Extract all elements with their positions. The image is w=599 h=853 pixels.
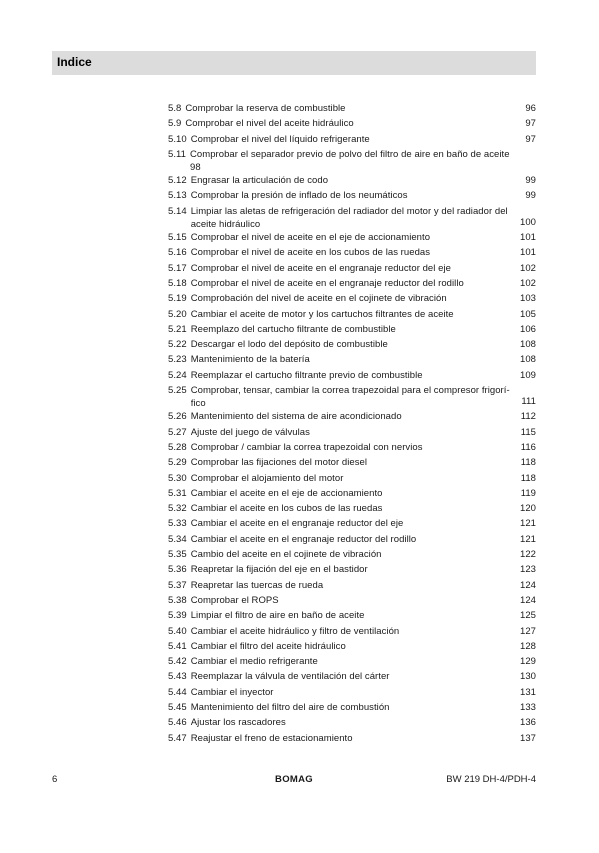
toc-entry-number: 5.16: [168, 247, 187, 259]
toc-entry-page: 101: [519, 232, 536, 244]
toc-entry-page: 118: [520, 472, 536, 484]
toc-entry-title-text: Mantenimiento del sistema de aire acondicionado: [190, 411, 402, 423]
toc-entry-page: 129: [519, 656, 536, 668]
toc-entry-number: 5.42: [168, 656, 187, 668]
toc-entry[interactable]: [168, 731, 536, 746]
toc-entry-number: 5.34: [168, 533, 187, 545]
toc-entry[interactable]: [168, 204, 536, 230]
toc-entry-number: 5.14: [168, 205, 187, 217]
toc-entry-page: 122: [519, 549, 536, 561]
toc-entry[interactable]: [168, 132, 536, 147]
toc-entry-title: [190, 147, 530, 173]
toc-entry-number: 5.10: [168, 133, 187, 145]
toc-entry[interactable]: [168, 608, 536, 623]
toc-entry-title: [191, 337, 514, 352]
toc-entry-title-text: Comprobar el nivel de aceite en el engranaje reductor del rodillo: [190, 277, 464, 289]
toc-entry-title-text: Cambiar el inyector: [190, 686, 274, 698]
toc-entry[interactable]: [168, 245, 536, 260]
toc-entry-number: 5.20: [168, 308, 187, 320]
toc-entry[interactable]: [168, 715, 536, 730]
toc-entry[interactable]: [168, 593, 536, 608]
toc-entry-title-text: Comprobar el nivel de aceite en el engranaje reductor del eje: [190, 262, 451, 274]
toc-entry[interactable]: [168, 486, 536, 501]
toc-entry[interactable]: [168, 471, 536, 486]
toc-entry-page: 123: [519, 564, 536, 576]
toc-entry-title: [191, 608, 514, 623]
toc-entry-number: 5.24: [168, 369, 187, 381]
toc-entry-page: 109: [519, 369, 536, 381]
toc-entry-title-text: Ajustar los rascadores: [190, 717, 286, 729]
toc-entry-title: [191, 731, 514, 746]
toc-entry-number: 5.19: [168, 293, 187, 305]
toc-entry-page: 97: [525, 133, 536, 145]
toc-entry-number: 5.33: [168, 518, 187, 530]
toc-entry[interactable]: [168, 425, 536, 440]
toc-entry-number: 5.26: [168, 411, 187, 423]
toc-entry-number: 5.38: [168, 594, 187, 606]
toc-entry-page: 133: [519, 701, 536, 713]
toc-entry[interactable]: [168, 562, 536, 577]
toc-entry-number: 5.17: [168, 262, 187, 274]
toc-entry-page: 105: [519, 308, 536, 320]
toc-entry-page: 121: [519, 533, 536, 545]
toc-entry-title: [191, 425, 515, 440]
toc-entry-page: 103: [519, 293, 536, 305]
toc-entry-page: 106: [519, 323, 536, 335]
toc-entry-title-text: Comprobar el nivel del líquido refrigerante: [190, 133, 370, 145]
toc-entry-page: 118: [520, 457, 536, 469]
toc-entry-title-text: Descargar el lodo del depósito de combustible: [190, 339, 388, 351]
toc-entry-number: 5.47: [168, 732, 187, 744]
toc-entry-title-text: Reajustar el freno de estacionamiento: [190, 732, 353, 744]
toc-entry[interactable]: [168, 547, 536, 562]
toc-entry-title: [191, 132, 520, 147]
toc-entry-title-text: Cambiar el aceite de motor y los cartuchos filtrantes de aceite: [190, 308, 454, 320]
toc-entry-title-text: Reemplazar el cartucho filtrante previo de combustible: [190, 369, 423, 381]
toc-entry-number: 5.31: [168, 487, 187, 499]
toc-entry-title: [191, 291, 514, 306]
toc-entry-title-text: Comprobar, tensar, cambiar la correa trapezoidal para el compresor frigorí-: [190, 385, 510, 397]
header-bar: [52, 51, 536, 75]
toc-entry-title: [191, 685, 514, 700]
toc-entry[interactable]: [168, 322, 536, 337]
toc-entry-page: 119: [520, 487, 536, 499]
toc-entry-number: 5.8: [168, 103, 182, 114]
toc-entry-page: 102: [519, 277, 536, 289]
toc-entry-title: [191, 204, 514, 230]
toc-entry-title-text: Comprobar el nivel de aceite en el eje de accionamiento: [190, 232, 431, 244]
toc-entry[interactable]: [168, 291, 536, 306]
toc-entry-page: 128: [519, 640, 536, 652]
toc-entry-title: [191, 715, 514, 730]
toc-entry-title: [191, 578, 514, 593]
toc-entry-title: [191, 654, 514, 669]
toc-entry-number: 5.32: [168, 503, 187, 515]
toc-entry-title: [191, 669, 514, 684]
footer-model: BW 219 DH-4/PDH-4: [446, 774, 536, 785]
toc-entry[interactable]: [168, 307, 536, 322]
toc-entry-title-continuation: 98: [190, 162, 201, 174]
toc-entry-title: [191, 639, 514, 654]
toc-entry[interactable]: [168, 188, 536, 203]
toc-entry-title-text: Cambiar el medio refrigerante: [190, 656, 318, 668]
toc-entry-page: 137: [519, 732, 536, 744]
toc-entry[interactable]: [168, 230, 536, 245]
toc-entry-number: 5.45: [168, 701, 187, 713]
toc-entry-title: [191, 471, 515, 486]
toc-entry-number: 5.13: [168, 190, 187, 202]
toc-entry-number: 5.9: [168, 118, 182, 130]
toc-entry-page: 116: [520, 441, 536, 453]
toc-entry[interactable]: [168, 261, 536, 276]
toc-entry[interactable]: [168, 337, 536, 352]
toc-entry-page: 121: [519, 518, 536, 530]
toc-entry[interactable]: [168, 440, 536, 455]
toc-entry-number: 5.37: [168, 579, 187, 591]
toc-entry[interactable]: [168, 276, 536, 291]
toc-entry-number: 5.11: [168, 148, 186, 160]
toc-entry-number: 5.40: [168, 625, 187, 637]
toc-entry-title: [191, 455, 515, 470]
toc-entry-page: 130: [519, 671, 536, 683]
toc-entry-title-text: Comprobar la reserva de combustible: [185, 103, 346, 114]
toc-entry[interactable]: [168, 101, 536, 116]
toc-entry-title: [191, 261, 514, 276]
toc-entry-page: 97: [525, 118, 536, 130]
toc-entry[interactable]: [168, 147, 536, 173]
toc-entry-title: [191, 276, 514, 291]
table-of-contents: [168, 101, 536, 746]
toc-entry-page: 96: [525, 103, 536, 114]
toc-entry-title: [191, 322, 514, 337]
toc-entry-title-text: Comprobar el alojamiento del motor: [190, 472, 344, 484]
toc-entry[interactable]: [168, 368, 536, 383]
toc-entry-title: [191, 593, 514, 608]
toc-entry[interactable]: [168, 352, 536, 367]
toc-entry-title-text: Cambiar el aceite en el engranaje reductor del eje: [190, 518, 404, 530]
toc-entry-title-text: Reapretar la fijación del eje en el bastidor: [190, 564, 368, 576]
page-title: Indice: [57, 55, 92, 69]
toc-entry-title: [191, 368, 514, 383]
toc-entry-title: [185, 116, 519, 131]
footer-brand: BOMAG: [275, 774, 313, 785]
toc-entry-title: [191, 383, 516, 409]
toc-entry-page: 99: [525, 190, 536, 202]
toc-entry-number: 5.36: [168, 564, 187, 576]
toc-entry-title: [191, 352, 514, 367]
toc-entry-page: 102: [519, 262, 536, 274]
toc-entry-number: 5.43: [168, 671, 187, 683]
toc-entry[interactable]: [168, 501, 536, 516]
toc-entry-title-text: Reapretar las tuercas de rueda: [190, 579, 324, 591]
toc-entry-title-text: Comprobación del nivel de aceite en el cojinete de vibración: [190, 293, 447, 305]
toc-entry-page: 125: [519, 610, 536, 622]
toc-entry-title-text: Reemplazo del cartucho filtrante de combustible: [190, 323, 396, 335]
toc-entry-title-text: Limpiar el filtro de aire en baño de aceite: [190, 610, 365, 622]
toc-entry-number: 5.35: [168, 549, 187, 561]
toc-entry-title-text: Reemplazar la válvula de ventilación del cárter: [190, 671, 390, 683]
toc-entry-title-text: Engrasar la articulación de codo: [190, 175, 329, 187]
toc-entry[interactable]: [168, 173, 536, 188]
toc-entry-page: 108: [519, 354, 536, 366]
toc-entry-page: 99: [525, 175, 536, 187]
toc-entry-page: 115: [520, 426, 536, 438]
toc-entry-title: [191, 501, 514, 516]
toc-entry-title: [191, 547, 514, 562]
toc-entry-page: 131: [519, 686, 536, 698]
toc-entry-title-text: Cambio del aceite en el cojinete de vibración: [190, 549, 382, 561]
toc-entry-number: 5.39: [168, 610, 187, 622]
toc-entry-page: 108: [519, 339, 536, 351]
toc-entry-page: 124: [519, 594, 536, 606]
toc-entry[interactable]: [168, 685, 536, 700]
toc-entry-title-text: Cambiar el aceite en los cubos de las ruedas: [190, 503, 383, 515]
toc-entry-number: 5.28: [168, 441, 187, 453]
toc-entry[interactable]: [168, 532, 536, 547]
toc-entry-title: [191, 700, 514, 715]
toc-entry-title-text: Mantenimiento de la batería: [190, 354, 310, 366]
toc-entry-page: 112: [520, 411, 536, 423]
toc-entry-number: 5.21: [168, 323, 187, 335]
toc-entry-title-text: Comprobar el separador previo de polvo del filtro de aire en baño de aceite: [190, 148, 510, 160]
toc-entry-number: 5.25: [168, 385, 187, 397]
toc-entry-title-text: Comprobar / cambiar la correa trapezoidal con nervios: [190, 441, 423, 453]
toc-entry-title-text: Cambiar el filtro del aceite hidráulico: [190, 640, 346, 652]
toc-entry-title-text: Comprobar el nivel de aceite en los cubos de las ruedas: [190, 247, 431, 259]
toc-entry-number: 5.44: [168, 686, 187, 698]
toc-entry-number: 5.46: [168, 717, 187, 729]
toc-entry-title: [191, 245, 514, 260]
toc-entry-number: 5.41: [168, 640, 187, 652]
toc-entry[interactable]: [168, 516, 536, 531]
toc-entry-title: [191, 307, 514, 322]
toc-entry[interactable]: [168, 654, 536, 669]
toc-entry-page: 127: [519, 625, 536, 637]
toc-entry[interactable]: [168, 383, 536, 409]
toc-entry-page: 120: [519, 503, 536, 515]
toc-entry-title-text: Cambiar el aceite en el eje de accionamiento: [190, 487, 383, 499]
toc-entry[interactable]: [168, 624, 536, 639]
toc-entry-title-text: Cambiar el aceite hidráulico y filtro de ventilación: [190, 625, 400, 637]
toc-entry-number: 5.22: [168, 339, 187, 351]
toc-entry-title: [191, 486, 515, 501]
toc-entry[interactable]: [168, 700, 536, 715]
toc-entry-page: 124: [519, 579, 536, 591]
toc-entry[interactable]: [168, 578, 536, 593]
toc-entry-page: 111: [521, 396, 536, 408]
toc-entry-number: 5.30: [168, 472, 187, 484]
toc-entry-title: [191, 230, 514, 245]
toc-entry-title-text: Limpiar las aletas de refrigeración del radiador del motor y del radiador del: [190, 205, 508, 217]
toc-entry-title: [191, 173, 520, 188]
toc-entry-title-text: Comprobar el ROPS: [190, 594, 279, 606]
toc-entry-page: 101: [519, 247, 536, 259]
toc-entry-title-text: Ajuste del juego de válvulas: [190, 426, 310, 438]
toc-entry-title-text: Comprobar la presión de inflado de los neumáticos: [190, 190, 408, 202]
toc-entry-number: 5.23: [168, 354, 187, 366]
toc-entry-title: [191, 562, 514, 577]
toc-entry[interactable]: [168, 116, 536, 131]
toc-entry-number: 5.15: [168, 232, 187, 244]
toc-entry-title: [185, 101, 519, 116]
toc-entry-title: [191, 188, 520, 203]
toc-entry-title-text: Comprobar el nivel del aceite hidráulico: [185, 118, 354, 130]
toc-entry[interactable]: [168, 639, 536, 654]
toc-entry[interactable]: [168, 455, 536, 470]
toc-entry-page: 136: [519, 717, 536, 729]
page-footer: [52, 774, 536, 788]
toc-entry-title: [191, 624, 514, 639]
toc-entry-title-text: Cambiar el aceite en el engranaje reductor del rodillo: [190, 533, 417, 545]
toc-entry-number: 5.29: [168, 457, 187, 469]
toc-entry-title: [191, 516, 514, 531]
footer-page-number: 6: [52, 774, 58, 785]
toc-entry-title: [191, 440, 515, 455]
toc-entry-title: [191, 532, 514, 547]
toc-entry-title: [191, 409, 515, 424]
toc-entry-title-continuation: aceite hidráulico: [190, 219, 261, 231]
toc-entry-title-text: Mantenimiento del filtro del aire de combustión: [190, 701, 390, 713]
toc-entry[interactable]: [168, 409, 536, 424]
toc-entry-number: 5.12: [168, 175, 187, 187]
toc-entry-title-continuation: fico: [190, 398, 206, 410]
toc-entry-number: 5.18: [168, 277, 187, 289]
toc-entry-page: 100: [519, 216, 536, 228]
toc-entry-number: 5.27: [168, 426, 187, 438]
toc-entry-title-text: Comprobar las fijaciones del motor diesel: [190, 457, 367, 469]
toc-entry[interactable]: [168, 669, 536, 684]
